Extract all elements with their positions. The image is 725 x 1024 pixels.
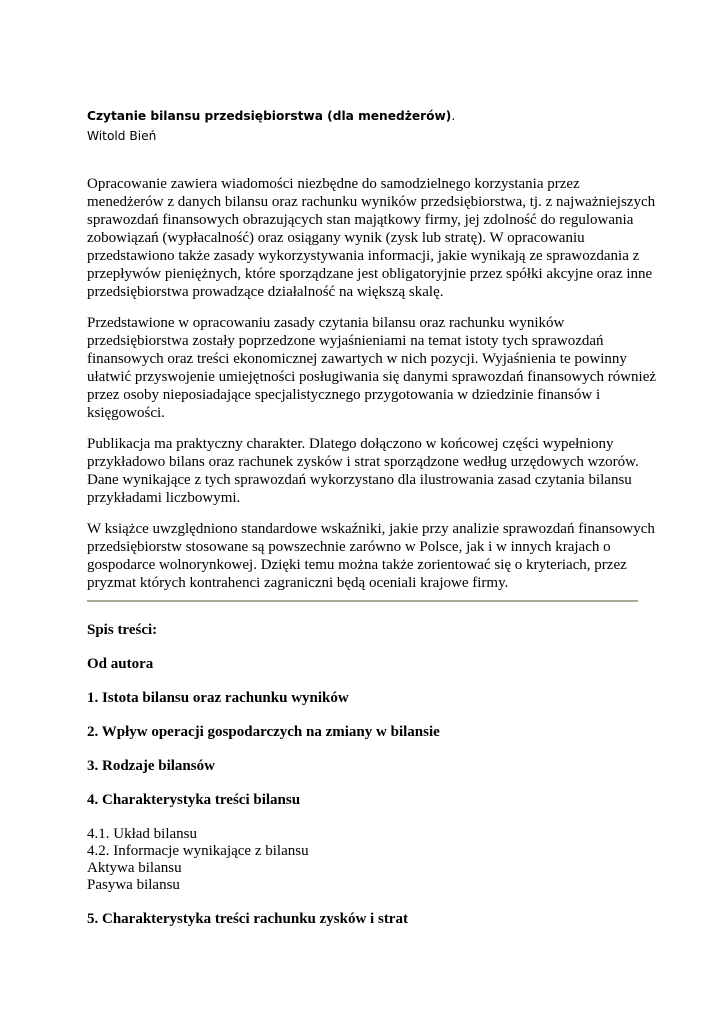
document-header [87, 106, 647, 146]
horizontal-divider [87, 600, 638, 602]
toc-subitem-aktywa: Aktywa bilansu [87, 860, 182, 876]
document-title: Czytanie bilansu przedsiębiorstwa (dla menedżerów) [87, 109, 452, 123]
toc-item-chapter-5: 5. Charakterystyka treści rachunku zysków i strat [87, 911, 408, 927]
document-title-line [87, 106, 647, 126]
toc-subitem-pasywa: Pasywa bilansu [87, 877, 180, 893]
table-of-contents [87, 622, 647, 928]
paragraph: Publikacja ma praktyczny charakter. Dlatego dołączono w końcowej części wypełniony przykładowo bilans oraz rachunek zysków i strat sporządzone według urzędowych wzorów. Dane wynikające z tych sprawozdań wykorzystano dla ilustrowania zasad czytania bilansu przykładami liczbowymi. [87, 436, 639, 506]
toc-item-chapter-2: 2. Wpływ operacji gospodarczych na zmiany w bilansie [87, 724, 440, 740]
toc-item-chapter-1: 1. Istota bilansu oraz rachunku wyników [87, 690, 349, 706]
document-author: Witold Bień [87, 129, 157, 143]
toc-heading: Spis treści: [87, 622, 158, 638]
toc-subitem-4-1: 4.1. Układ bilansu [87, 826, 197, 842]
toc-subitem-4-2: 4.2. Informacje wynikające z bilansu [87, 843, 309, 859]
paragraph: Opracowanie zawiera wiadomości niezbędne do samodzielnego korzystania przez menedżerów z danych bilansu oraz rachunku wyników przedsiębiorstwa, tj. z najważniejszych sprawozdań finansowych obrazujących stan majątkowy firmy, jej zdolność do regulowania zobowiązań (wypłacalność) oraz osiągany wynik (zysk lub stratę). W opracowaniu przedstawiono także zasady wykorzystywania informacji, jakie wynikają ze sprawozdania z przepływów pieniężnych, które sporządzane jest obligatoryjnie przez spółki akcyjne oraz inne przedsiębiorstwa prowadzące działalność na większą skalę. [87, 176, 656, 300]
document-body [87, 175, 657, 605]
paragraph: Przedstawione w opracowaniu zasady czytania bilansu oraz rachunku wyników przedsiębiorstwa zostały poprzedzone wyjaśnieniami na temat istoty tych sprawozdań finansowych oraz treści ekonomicznej zawartych w nich pozycji. Wyjaśnienia te powinny ułatwić przyswojenie umiejętności posługiwania się danymi sprawozdań finansowych również przez osoby nieposiadające specjalistycznego przygotowania w dziedzinie finansów i księgowości. [87, 315, 657, 421]
toc-item-preface: Od autora [87, 656, 154, 672]
paragraph: W książce uwzględniono standardowe wskaźniki, jakie przy analizie sprawozdań finansowych przedsiębiorstw stosowane są powszechnie zarówno w Polsce, jak i w innych krajach o gospodarce wolnorynkowej. Dzięki temu można także zorientować się o kryteriach, przez pryzmat których kontrahenci zagraniczni będą oceniali krajowe firmy. [87, 521, 655, 591]
toc-item-chapter-3: 3. Rodzaje bilansów [87, 758, 215, 774]
toc-item-chapter-4: 4. Charakterystyka treści bilansu [87, 792, 301, 808]
title-suffix: . [451, 109, 456, 123]
